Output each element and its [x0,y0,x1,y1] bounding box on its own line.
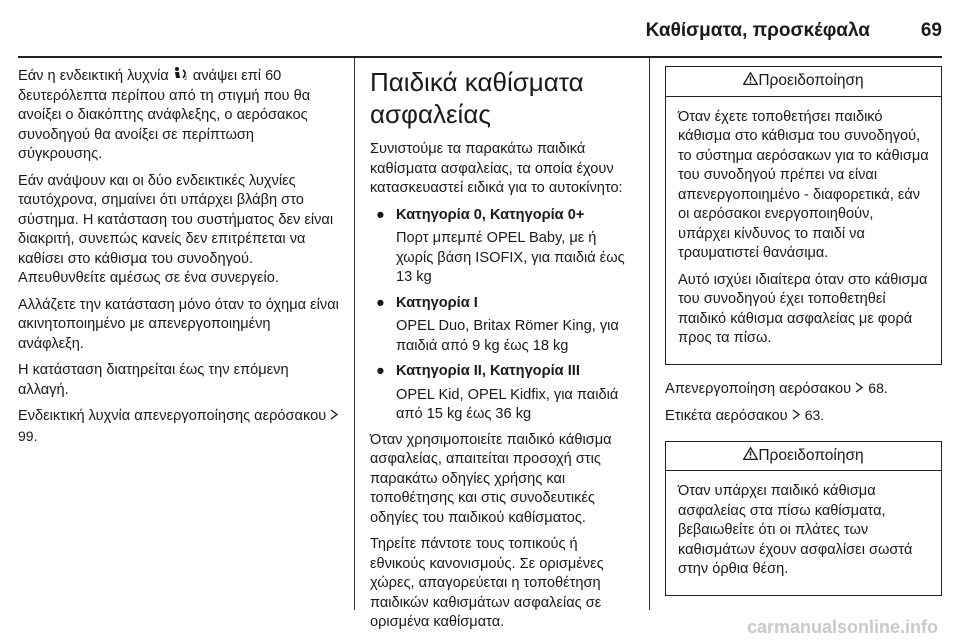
warning-triangle-icon [743,446,758,466]
list-item [370,294,634,357]
list-item-text: Πορτ μπεμπέ OPEL Baby, με ή χωρίς βάση ISOFIX, για παιδιά έως 13 kg [396,230,625,285]
paragraph-change-state: Αλλάζετε την κατάσταση μόνο όταν το όχημα είναι ακινητοποιημένο με απενεργοποιημένη ανάφλεξη. [18,296,339,352]
page-reference-link[interactable]: 68. [868,379,888,396]
watermark: carmanualsonline.info [746,617,938,637]
column-divider-left [354,58,355,610]
list-item-title: Κατηγορία 0, Κατηγορία 0+ [396,206,585,223]
svg-text:2: 2 [183,76,187,80]
page-reference-arrow-icon [792,407,801,427]
page-reference-arrow-icon [330,407,339,427]
warning-box [665,66,942,365]
passenger-airbag-icon [173,66,189,87]
list-item-title: Κατηγορία II, Κατηγορία III [396,363,580,379]
column-middle [370,66,634,640]
paragraph-regulations: Τηρείτε πάντοτε τους τοπικούς ή εθνικούς κανονισμούς. Σε ορισμένες χώρες, απαγορεύεται η τοποθέτηση παιδικών καθισμάτων ασφαλείας σε ορισμένα καθίσματα. [370,536,604,630]
warning-body [666,97,941,364]
header-rule [18,56,942,58]
page-reference-arrow-icon [855,380,864,400]
page-header-title: Καθίσματα, προσκέφαλα [645,20,870,41]
list-item-text: OPEL Duo, Britax Römer King, για παιδιά από 9 kg έως 18 kg [396,318,619,354]
column-left [18,66,340,454]
column-right [665,66,942,610]
section-heading: Παιδικά καθίσματα ασφαλείας [370,67,584,129]
warning-header [666,67,941,97]
page-reference-link[interactable]: 63. [804,407,825,423]
warning-body [666,471,941,595]
paragraph-both-lamps: Εάν ανάψουν και οι δύο ενδεικτικές λυχνίες ταυτόχρονα, σημαίνει ότι υπάρχει βλάβη στο σύστημα. Η κατάσταση του συστήματος δεν είναι διακριτή, συνεπώς κανείς δεν επιτρέπεται να καθίσει στο κάθισμα του συνοδηγού. Απευθυνθείτε αμέσως σε ένα συνεργείο. [18,172,334,286]
page-number: 69 [920,20,942,41]
list-item [370,362,634,425]
warning-box [665,441,942,596]
paragraph-deactivation-lamp: Ενδεικτική λυχνία απενεργοποίησης αερόσακου 99. [18,407,340,447]
warning-title: Προειδοποίηση [758,72,864,89]
paragraph-airbag-label-ref: Ετικέτα αερόσακου 63. [665,406,942,427]
paragraph-usage: Όταν χρησιμοποιείτε παιδικό κάθισμα ασφαλείας, απαιτείται προσοχή στις παρακάτω οδηγίες χρήσης και τοποθέτησης και στις συνοδευτικές οδηγίες του παιδικού καθίσματος. [370,431,612,526]
paragraph-airbag-deactivation-ref: Απενεργοποίηση αερόσακου 68. [665,379,942,400]
warning-header [666,442,941,472]
paragraph-intro: Συνιστούμε τα παρακάτω παιδικά καθίσματα ασφαλείας, τα οποία έχουν κατασκευαστεί ειδικά για το αυτοκίνητο: [370,141,623,196]
list-item-title: Κατηγορία I [396,294,478,311]
bullet-icon: ● [376,363,385,379]
paragraph-indicator: Εάν η ενδεικτική λυχνία 2 ανάψει επί 60 δευτερόλεπτα περίπου από τη στιγμή που θα ανοίξει ο διακόπτης ανάφλεξης, ο αερόσακος συνοδηγού θα ανοίξει σε περίπτωση σύγκρουσης. [18,68,311,162]
bullet-icon: ● [376,294,385,311]
warning-text: Αυτό ισχύει ιδιαίτερα όταν στο κάθισμα του συνοδηγού έχει τοποθετηθεί παιδικό κάθισμα ασφαλείας με φορά προς τα πίσω. [678,271,928,346]
warning-text: Όταν υπάρχει παιδικό κάθισμα ασφαλείας στα πίσω καθίσματα, βεβαιωθείτε ότι οι πλάτες των καθισμάτων έχουν ασφαλίσει σωστά στην όρθια θέση. [678,483,913,577]
column-divider-right [649,58,650,610]
warning-triangle-icon [743,71,758,91]
page-reference-link[interactable]: 99. [18,427,38,444]
paragraph-state-kept: Η κατάσταση διατηρείται έως την επόμενη αλλαγή. [18,362,289,398]
warning-title: Προειδοποίηση [758,446,864,464]
list-item [370,206,634,288]
bullet-icon: ● [376,206,385,223]
list-item-text: OPEL Kid, OPEL Kidfix, για παιδιά από 15 kg έως 36 kg [396,386,619,422]
warning-text: Όταν έχετε τοποθετήσει παιδικό κάθισμα στο κάθισμα του συνοδηγού, το σύστημα αερόσακων για το κάθισμα του συνοδηγού πρέπει να είναι απενεργοποιημένο - διαφορετικά, εάν οι αερόσακοι ενεργοποιηθούν, υπάρχει κίνδυνος το παιδί να τραυματιστεί θανάσιμα. [678,108,929,261]
